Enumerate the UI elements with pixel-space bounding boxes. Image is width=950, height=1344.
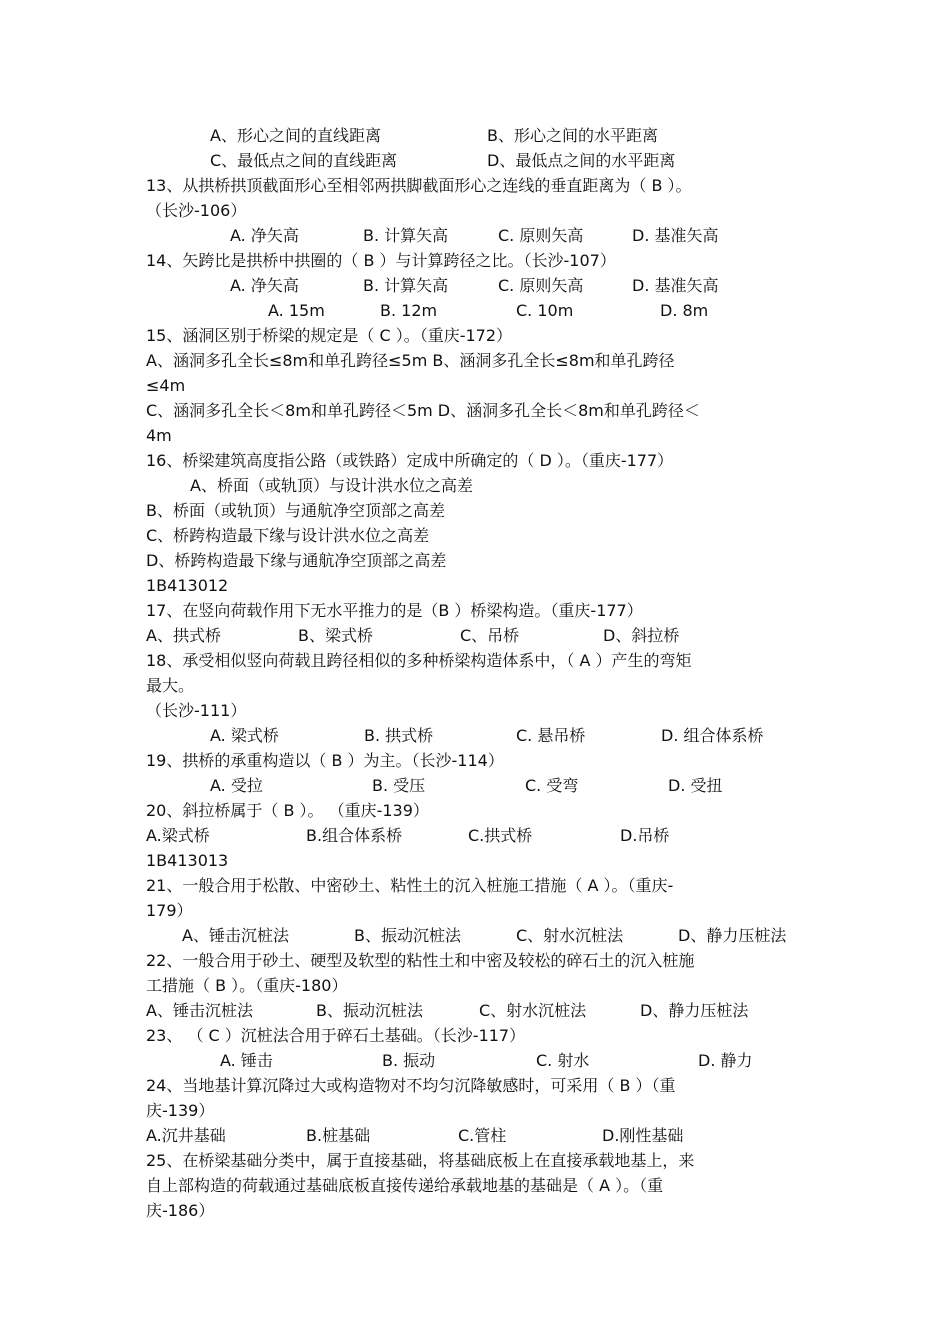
option-d: D、最低点之间的水平距离 [487,151,676,170]
option-a: A.沉井基础 [146,1126,226,1145]
question-13: 13、从拱桥拱顶截面形心至相邻两拱脚截面形心之连线的垂直距离为（ B ）。 [146,176,692,195]
question-15-option-line: 4m [146,426,172,445]
option-a: A、锤击沉桩法 [182,926,289,945]
question-16-option-d: D、桥跨构造最下缘与通航净空顶部之高差 [146,551,447,570]
option-a: A. 15m [268,301,325,320]
option-b: B. 计算矢高 [363,226,449,245]
question-25-source: 庆-186） [146,1201,215,1220]
option-d: D. 受扭 [668,776,723,795]
option-c: C、最低点之间的直线距离 [210,151,398,170]
question-22: 22、一般合用于砂土、硬型及软型的粘性土和中密及较松的碎石土的沉入桩施 [146,951,695,970]
option-d: D. 8m [660,301,709,320]
option-c: C. 射水 [536,1051,590,1070]
option-d: D. 静力 [698,1051,753,1070]
option-b: B. 振动 [382,1051,436,1070]
option-c: C. 原则矢高 [498,226,584,245]
option-a: A. 受拉 [210,776,263,795]
question-16-option-b: B、桥面（或轨顶）与通航净空顶部之高差 [146,501,445,520]
option-b: B.组合体系桥 [306,826,403,845]
option-d: D.刚性基础 [602,1126,684,1145]
option-a: A. 锤击 [220,1051,273,1070]
question-16-option-a: A、桥面（或轨顶）与设计洪水位之高差 [190,476,473,495]
question-18: 18、承受相似竖向荷载且跨径相似的多种桥梁构造体系中，（ A ）产生的弯矩 [146,651,692,670]
option-c: C. 原则矢高 [498,276,584,295]
section-code: 1B413013 [146,851,229,870]
question-21-source: 179） [146,901,193,920]
question-25-cont: 自上部构造的荷载通过基础底板直接传递给承载地基的基础是（ A ）。（重 [146,1176,664,1195]
question-15: 15、涵洞区别于桥梁的规定是（ C ）。（重庆-172） [146,326,513,345]
option-b: B、振动沉桩法 [316,1001,423,1020]
question-22-cont: 工措施（ B ）。（重庆-180） [146,976,348,995]
option-b: B. 12m [380,301,438,320]
section-code: 1B413012 [146,576,229,595]
option-a: A、锤击沉桩法 [146,1001,253,1020]
question-15-option-line: A、涵洞多孔全长≤8m和单孔跨径≤5m B、涵洞多孔全长≤8m和单孔跨径 [146,351,675,370]
question-18-cont: 最大。 [146,676,195,695]
option-a: A.梁式桥 [146,826,210,845]
option-d: D、静力压桩法 [678,926,787,945]
option-b: B. 计算矢高 [363,276,449,295]
option-d: D. 基准矢高 [632,276,719,295]
option-c: C.拱式桥 [468,826,533,845]
option-b: B. 拱式桥 [364,726,434,745]
question-16-option-c: C、桥跨构造最下缘与设计洪水位之高差 [146,526,430,545]
option-c: C. 悬吊桥 [516,726,586,745]
option-d: D.吊桥 [620,826,670,845]
option-a: A、拱式桥 [146,626,221,645]
option-a: A、形心之间的直线距离 [210,126,381,145]
question-13-source: （长沙-106） [146,201,247,220]
option-c: C、吊桥 [460,626,520,645]
question-14: 14、矢跨比是拱桥中拱圈的（ B ）与计算跨径之比。（长沙-107） [146,251,616,270]
question-20: 20、斜拉桥属于（ B ）。 （重庆-139） [146,801,429,820]
question-25: 25、在桥梁基础分类中，属于直接基础，将基础底板上在直接承载地基上，来 [146,1151,695,1170]
option-d: D、静力压桩法 [640,1001,749,1020]
option-b: B、梁式桥 [298,626,373,645]
option-c: C. 10m [516,301,574,320]
option-b: B、振动沉桩法 [354,926,461,945]
question-18-source: （长沙-111） [146,701,247,720]
option-b: B、形心之间的水平距离 [487,126,658,145]
option-c: C. 受弯 [525,776,579,795]
option-a: A. 净矢高 [230,276,299,295]
option-c: C.管柱 [458,1126,507,1145]
option-b: B.桩基础 [306,1126,371,1145]
question-24-source: 庆-139） [146,1101,215,1120]
question-21: 21、一般合用于松散、中密砂土、粘性土的沉入桩施工措施（ A ）。（重庆- [146,876,674,895]
option-b: B. 受压 [372,776,426,795]
question-15-option-line: C、涵洞多孔全长＜8m和单孔跨径＜5m D、涵洞多孔全长＜8m和单孔跨径＜ [146,401,700,420]
question-24: 24、当地基计算沉降过大或构造物对不均匀沉降敏感时，可采用（ B ）（重 [146,1076,676,1095]
option-d: D、斜拉桥 [603,626,680,645]
option-d: D. 基准矢高 [632,226,719,245]
question-23: 23、 （ C ）沉桩法合用于碎石土基础。（长沙-117） [146,1026,526,1045]
option-a: A. 梁式桥 [210,726,279,745]
question-16: 16、桥梁建筑高度指公路（或铁路）定成中所确定的（ D ）。（重庆-177） [146,451,674,470]
option-d: D. 组合体系桥 [661,726,764,745]
question-19: 19、拱桥的承重构造以（ B ）为主。（长沙-114） [146,751,504,770]
question-17: 17、在竖向荷载作用下无水平推力的是（B ）桥梁构造。（重庆-177） [146,601,643,620]
question-15-option-line: ≤4m [146,376,186,395]
option-a: A. 净矢高 [230,226,299,245]
option-c: C、射水沉桩法 [516,926,624,945]
option-c: C、射水沉桩法 [479,1001,587,1020]
